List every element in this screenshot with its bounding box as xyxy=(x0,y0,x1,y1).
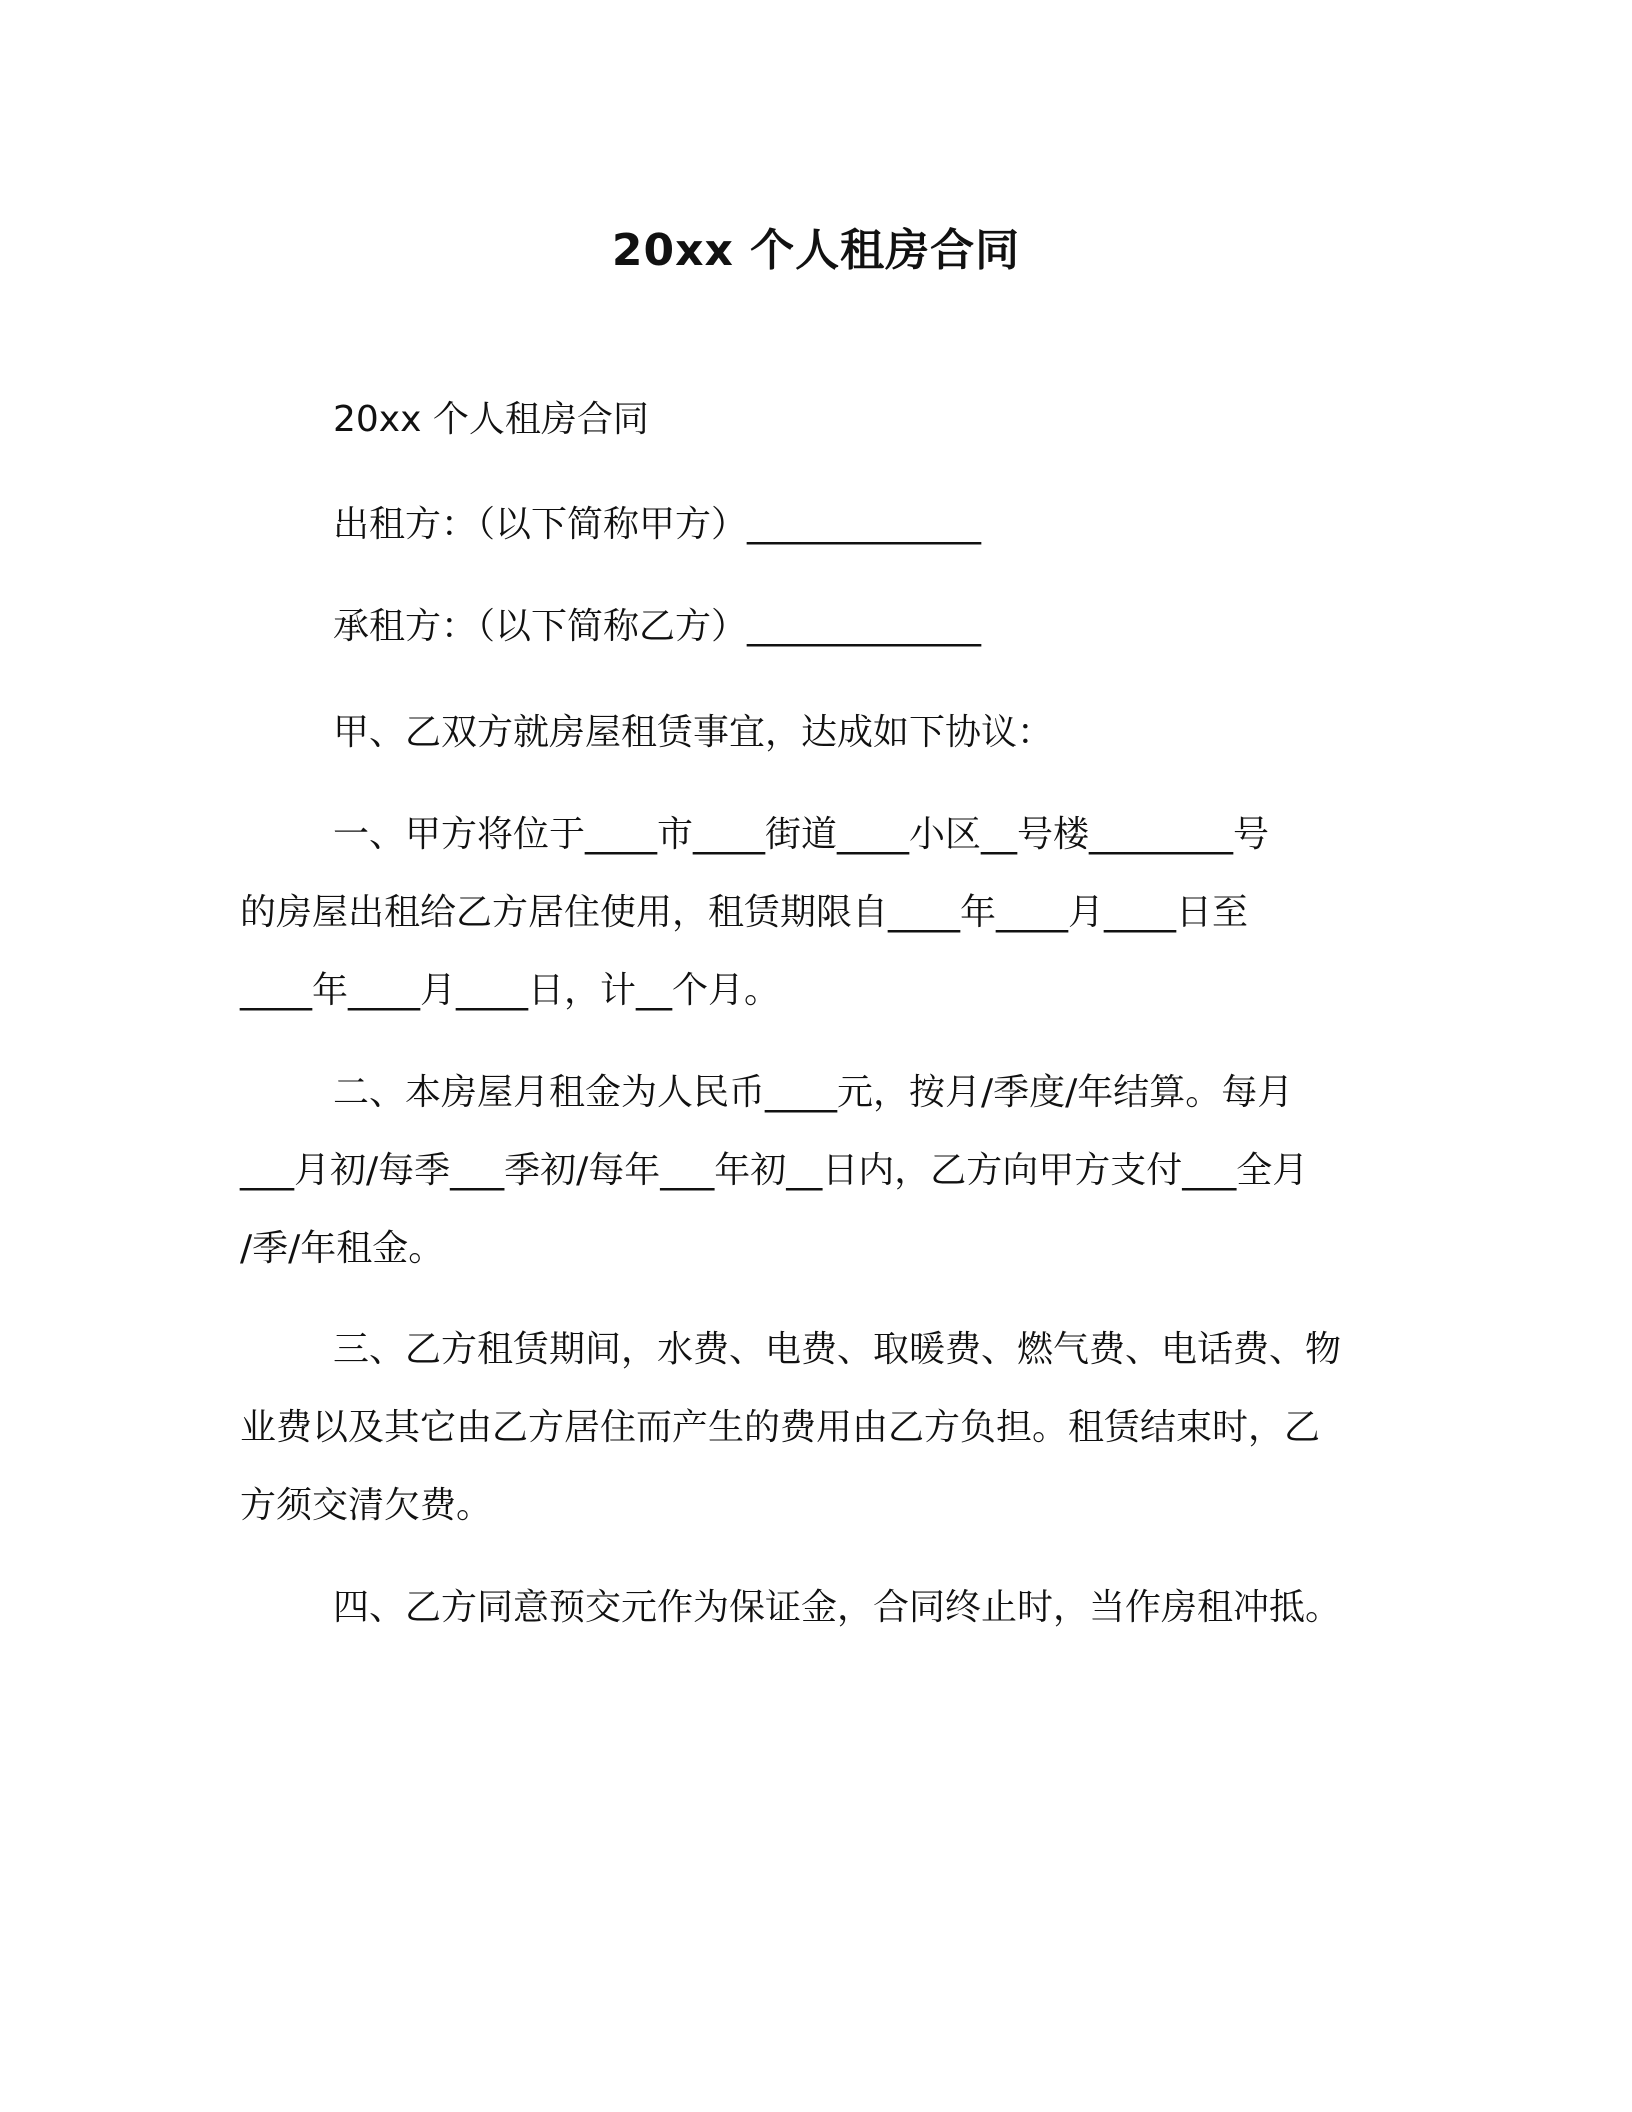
clause-2-line-3: /季/年租金。 xyxy=(240,1228,445,1269)
lessee-line: 承租方：（以下简称乙方）_____________ xyxy=(333,606,982,647)
clause-1-line-2: 的房屋出租给乙方居住使用，租赁期限自____年____月____日至 xyxy=(240,892,1249,933)
clause-3-line-3: 方须交清欠费。 xyxy=(240,1485,493,1526)
lessor-line: 出租方：（以下简称甲方）_____________ xyxy=(333,504,982,545)
clause-2-line-1: 二、本房屋月租金为人民币____元，按月/季度/年结算。每月 xyxy=(333,1072,1294,1113)
clause-1-line-1: 一、甲方将位于____市____街道____小区__号楼________号 xyxy=(333,814,1270,855)
clause-3-line-1: 三、乙方租赁期间，水费、电费、取暖费、燃气费、电话费、物 xyxy=(333,1329,1342,1370)
document-title: 20xx 个人租房合同 xyxy=(611,225,1021,276)
clause-2-line-2: ___月初/每季___季初/每年___年初__日内，乙方向甲方支付___全月 xyxy=(240,1150,1309,1191)
clause-4-line-1: 四、乙方同意预交元作为保证金，合同终止时，当作房租冲抵。 xyxy=(333,1587,1342,1628)
intro-paragraph: 甲、乙双方就房屋租赁事宜，达成如下协议： xyxy=(333,712,1054,753)
clause-3-line-2: 业费以及其它由乙方居住而产生的费用由乙方负担。租赁结束时，乙 xyxy=(240,1407,1321,1448)
clause-1-line-3: ____年____月____日，计__个月。 xyxy=(240,970,781,1011)
document-subtitle: 20xx 个人租房合同 xyxy=(333,399,649,440)
